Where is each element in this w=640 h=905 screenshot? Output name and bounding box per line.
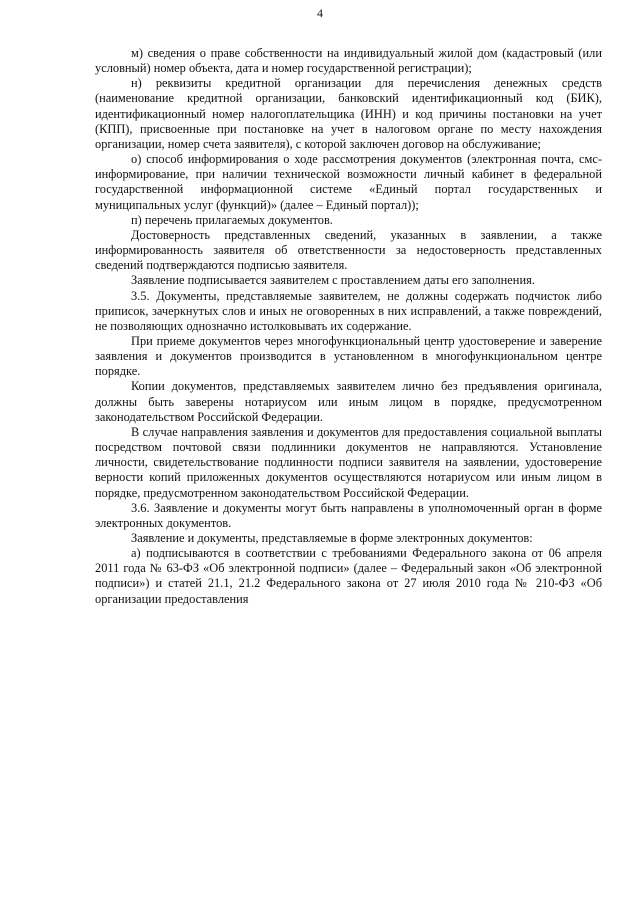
paragraph-signature: Заявление подписывается заявителем с проставлением даты его заполнения. xyxy=(131,273,535,288)
paragraph-postal: В случае направления заявления и документов для предоставления социальной выплаты посредством почтовой связи подлинники документов не направляются. Установление личности, свидетельствование подлинности подписи заявителя на заявлении, удостоверение верности копий приложенных документов осуществляются нотариусом или иным лицом в порядке, предусмотренном законодательством Российской Федерации. xyxy=(95,424,602,500)
paragraph-p-attached-documents: п) перечень прилагаемых документов. xyxy=(131,212,333,227)
paragraph-3-5-documents: 3.5. Документы, представляемые заявителем, не должны содержать подчисток либо приписок, зачеркнутых слов и иных не оговоренных в них исправлений, а также повреждений, не позволяющих однозначно истолковывать их содержание. xyxy=(95,288,602,333)
paragraph-a-signed: а) подписываются в соответствии с требованиями Федерального закона от 06 апреля 2011 года № 63-ФЗ «Об электронной подписи» (далее – Федеральный закон «Об электронной подписи») и статей 21.1, 21.2 Федерального закона от 27 июля 2010 года № 210-ФЗ «Об организации предоставления xyxy=(95,546,602,606)
paragraph-reliability: Достоверность представленных сведений, указанных в заявлении, а также информированность заявителя об ответственности за недостоверность представленных сведений подтверждаются подписью заявителя. xyxy=(95,227,602,273)
paragraph-3-6-electronic: 3.6. Заявление и документы могут быть направлены в уполномоченный орган в форме электронных документов. xyxy=(95,500,602,530)
document-text-body xyxy=(95,46,602,607)
paragraph-n-bank-details: н) реквизиты кредитной организации для перечисления денежных средств (наименование кредитной организации, банковский идентификационный код (БИК), идентификационный номер налогоплательщика (ИНН) и код причины постановки на учет (КПП), присвоенные при постановке на учет в налоговом органе по месту нахождения организации, номер счета заявителя), с которой заключен договор на обслуживание; xyxy=(95,76,602,151)
paragraph-mfc-acceptance: При приеме документов через многофункциональный центр удостоверение и заверение заявления и документов производится в установленном в многофункциональном центре порядке. xyxy=(95,333,602,379)
paragraph-electronic-docs: Заявление и документы, представляемые в форме электронных документов: xyxy=(131,531,533,545)
paragraph-m-ownership-info: м) сведения о праве собственности на индивидуальный жилой дом (кадастровый (или условный) номер объекта, дата и номер государственной регистрации); xyxy=(95,46,602,76)
page-number: 4 xyxy=(317,6,323,20)
paragraph-o-notification-method: о) способ информирования о ходе рассмотрения документов (электронная почта, смс-информирование, при наличии технической возможности личный кабинет в федеральной государственной информационной системе «Единый портал государственных и муниципальных услуг (функций)» (далее – Единый портал)); xyxy=(95,152,602,212)
paragraph-copies: Копии документов, представляемых заявителем лично без предъявления оригинала, должны быть заверены нотариусом или иным лицом в порядке, предусмотренном законодательством Российской Федерации. xyxy=(95,379,602,424)
